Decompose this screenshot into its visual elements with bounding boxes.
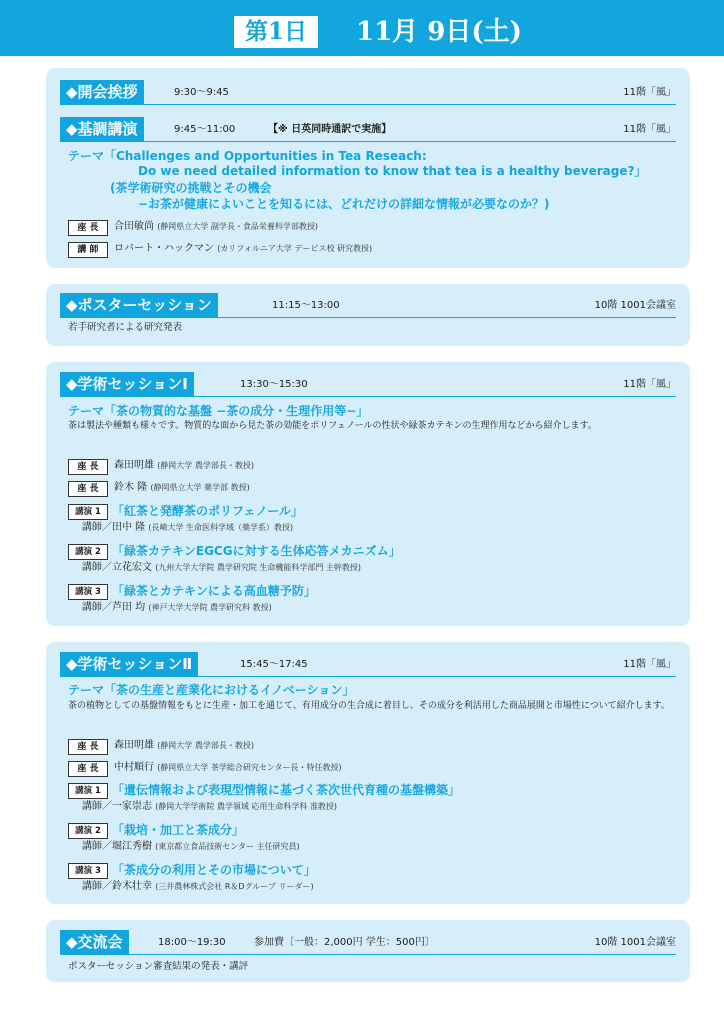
session1-underline xyxy=(60,396,676,397)
keynote-theme-line-2: Do we need detailed information to know that tea is a healthy beverage?」 xyxy=(138,164,647,178)
session1-talk3-speaker xyxy=(82,601,272,615)
chair1-name: 森田明雄 xyxy=(114,740,154,751)
session2-chair2-badge: 座 長 xyxy=(68,761,108,777)
event-date: 11月 9日(土) xyxy=(356,17,522,47)
chair2-name: 鈴木 隆 xyxy=(114,482,148,493)
opening-room: 11階「風」 xyxy=(623,87,676,98)
poster-time: 11:15〜13:00 xyxy=(272,300,340,311)
speaker-name: 講師／芦田 均 xyxy=(82,602,146,613)
chair1-affiliation: (静岡大学 農学部長・教授) xyxy=(157,741,254,750)
speaker-affiliation: (カリフォルニア大学 デービス校 研究教授) xyxy=(217,244,373,253)
poster-label: ◆ポスターセッション xyxy=(60,293,218,317)
opening-underline xyxy=(60,104,676,105)
reception-room: 10階 1001会議室 xyxy=(594,937,676,948)
session1-talk1-title: 「紅茶と発酵茶のポリフェノール」 xyxy=(112,504,304,518)
chair1-name: 森田明雄 xyxy=(114,460,154,471)
session2-time: 15:45〜17:45 xyxy=(240,659,308,670)
speaker-name: ロバート・ハックマン xyxy=(114,243,214,254)
session1-talk3-badge: 講演 3 xyxy=(68,584,108,600)
poster-panel xyxy=(46,284,690,346)
speaker-affiliation: (静岡大学学術院 農学領域 応用生命科学科 准教授) xyxy=(155,802,338,811)
keynote-underline xyxy=(60,141,676,142)
speaker-name: 講師／立花宏文 xyxy=(82,562,152,573)
keynote-speaker xyxy=(114,241,372,257)
keynote-theme-line-4: −お茶が健康によいことを知るには、どれだけの詳細な情報が必要なのか？) xyxy=(138,197,550,211)
session2-talk3-speaker xyxy=(82,880,314,894)
session1-talk2-speaker xyxy=(82,561,361,575)
keynote-room: 11階「風」 xyxy=(623,124,676,135)
session1-talk1-speaker xyxy=(82,521,293,535)
session1-room: 11階「風」 xyxy=(623,379,676,390)
speaker-affiliation: (九州大学大学院 農学研究院 生命機能科学部門 主幹教授) xyxy=(155,563,362,572)
session2-talk2-badge: 講演 2 xyxy=(68,823,108,839)
keynote-label: ◆基調講演 xyxy=(60,117,144,141)
speaker-name: 講師／鈴木壮幸 xyxy=(82,881,152,892)
speaker-badge: 講 師 xyxy=(68,242,108,258)
keynote-theme-line-3: (茶学術研究の挑戦とその機会 xyxy=(110,181,272,195)
session1-chair1 xyxy=(114,458,254,474)
keynote-theme-line-1: テーマ「Challenges and Opportunities in Tea Reseach: xyxy=(68,149,427,163)
session1-panel xyxy=(46,362,690,626)
speaker-affiliation: (神戸大学大学院 農学研究科 教授) xyxy=(148,603,272,612)
session2-label: ◆学術セッションⅡ xyxy=(60,652,198,676)
speaker-affiliation: (三井農林株式会社 R＆Dグループ リーダー) xyxy=(155,882,314,891)
session1-chair2 xyxy=(114,480,250,496)
session1-talk2-title: 「緑茶カテキンEGCGに対する生体応答メカニズム」 xyxy=(112,544,401,558)
speaker-name: 講師／堀江秀樹 xyxy=(82,841,152,852)
session1-theme: テーマ「茶の物質的な基盤 −茶の成分・生理作用等−」 xyxy=(68,404,369,418)
reception-fee: 参加費〔一般：2,000円 学生：500円〕 xyxy=(254,937,435,948)
poster-underline xyxy=(60,317,676,318)
session2-chair2 xyxy=(114,760,342,776)
speaker-affiliation: (東京都立食品技術センター 主任研究員) xyxy=(155,842,300,851)
session2-description: 茶の植物としての基盤情報をもとに生産・加工を通じて、有用成分の生合成に着目し、その成分を利活用した商品展開と市場性について紹介します。 xyxy=(68,701,670,711)
keynote-time: 9:45〜11:00 xyxy=(174,124,236,135)
day-label: 第1日 xyxy=(234,16,318,48)
reception-time: 18:00〜19:30 xyxy=(158,937,226,948)
day-header-bar xyxy=(0,0,724,56)
reception-label: ◆交流会 xyxy=(60,930,129,954)
chair1-affiliation: (静岡大学 農学部長・教授) xyxy=(157,461,254,470)
session2-talk3-title: 「茶成分の利用とその市場について」 xyxy=(112,863,316,877)
session1-chair1-badge: 座 長 xyxy=(68,459,108,475)
reception-underline xyxy=(60,954,676,955)
opening-keynote-panel xyxy=(46,68,690,268)
speaker-affiliation: (長崎大学 生命医科学域（薬学系）教授) xyxy=(148,523,294,532)
session2-room: 11階「風」 xyxy=(623,659,676,670)
session2-talk1-title: 「遺伝情報および表現型情報に基づく茶次世代育種の基盤構築」 xyxy=(112,783,461,797)
session2-chair1 xyxy=(114,738,254,754)
chair-badge: 座 長 xyxy=(68,220,108,236)
opening-time: 9:30〜9:45 xyxy=(174,87,229,98)
chair-affiliation: (静岡県立大学 副学長・食品栄養科学部教授) xyxy=(157,222,318,231)
keynote-chair xyxy=(114,219,318,235)
chair2-name: 中村順行 xyxy=(114,762,154,773)
speaker-name: 講師／田中 隆 xyxy=(82,522,146,533)
session2-chair1-badge: 座 長 xyxy=(68,739,108,755)
chair2-affiliation: (静岡県立大学 茶学総合研究センター長・特任教授) xyxy=(157,763,342,772)
session1-talk3-title: 「緑茶とカテキンによる高血糖予防」 xyxy=(112,584,316,598)
poster-room: 10階 1001会議室 xyxy=(594,300,676,311)
session1-label: ◆学術セッションⅠ xyxy=(60,372,194,396)
poster-description: 若手研究者による研究発表 xyxy=(68,322,183,333)
opening-label: ◆開会挨拶 xyxy=(60,80,144,104)
chair2-affiliation: (静岡県立大学 薬学部 教授) xyxy=(150,483,250,492)
session2-talk1-speaker xyxy=(82,800,337,814)
reception-panel xyxy=(46,920,690,982)
speaker-name: 講師／一家崇志 xyxy=(82,801,152,812)
session2-talk1-badge: 講演 1 xyxy=(68,783,108,799)
session1-talk1-badge: 講演 1 xyxy=(68,504,108,520)
keynote-note: 【※ 日英同時通訳で実施】 xyxy=(268,124,392,135)
session1-chair2-badge: 座 長 xyxy=(68,481,108,497)
session2-panel xyxy=(46,642,690,904)
session2-talk2-speaker xyxy=(82,840,300,854)
session1-time: 13:30〜15:30 xyxy=(240,379,308,390)
session2-talk2-title: 「栽培・加工と茶成分」 xyxy=(112,823,245,837)
chair-name: 合田敏尚 xyxy=(114,221,154,232)
session1-description: 茶は製法や種類も様々です。物質的な面から見た茶の効能をポリフェノールの性状や緑茶カテキンの生理作用などから紹介します。 xyxy=(68,421,597,431)
session2-theme: テーマ「茶の生産と産業化におけるイノベーション」 xyxy=(68,683,355,697)
session1-talk2-badge: 講演 2 xyxy=(68,544,108,560)
session2-talk3-badge: 講演 3 xyxy=(68,863,108,879)
reception-description: ポスターセッション審査結果の発表・講評 xyxy=(68,961,249,972)
session2-underline xyxy=(60,676,676,677)
